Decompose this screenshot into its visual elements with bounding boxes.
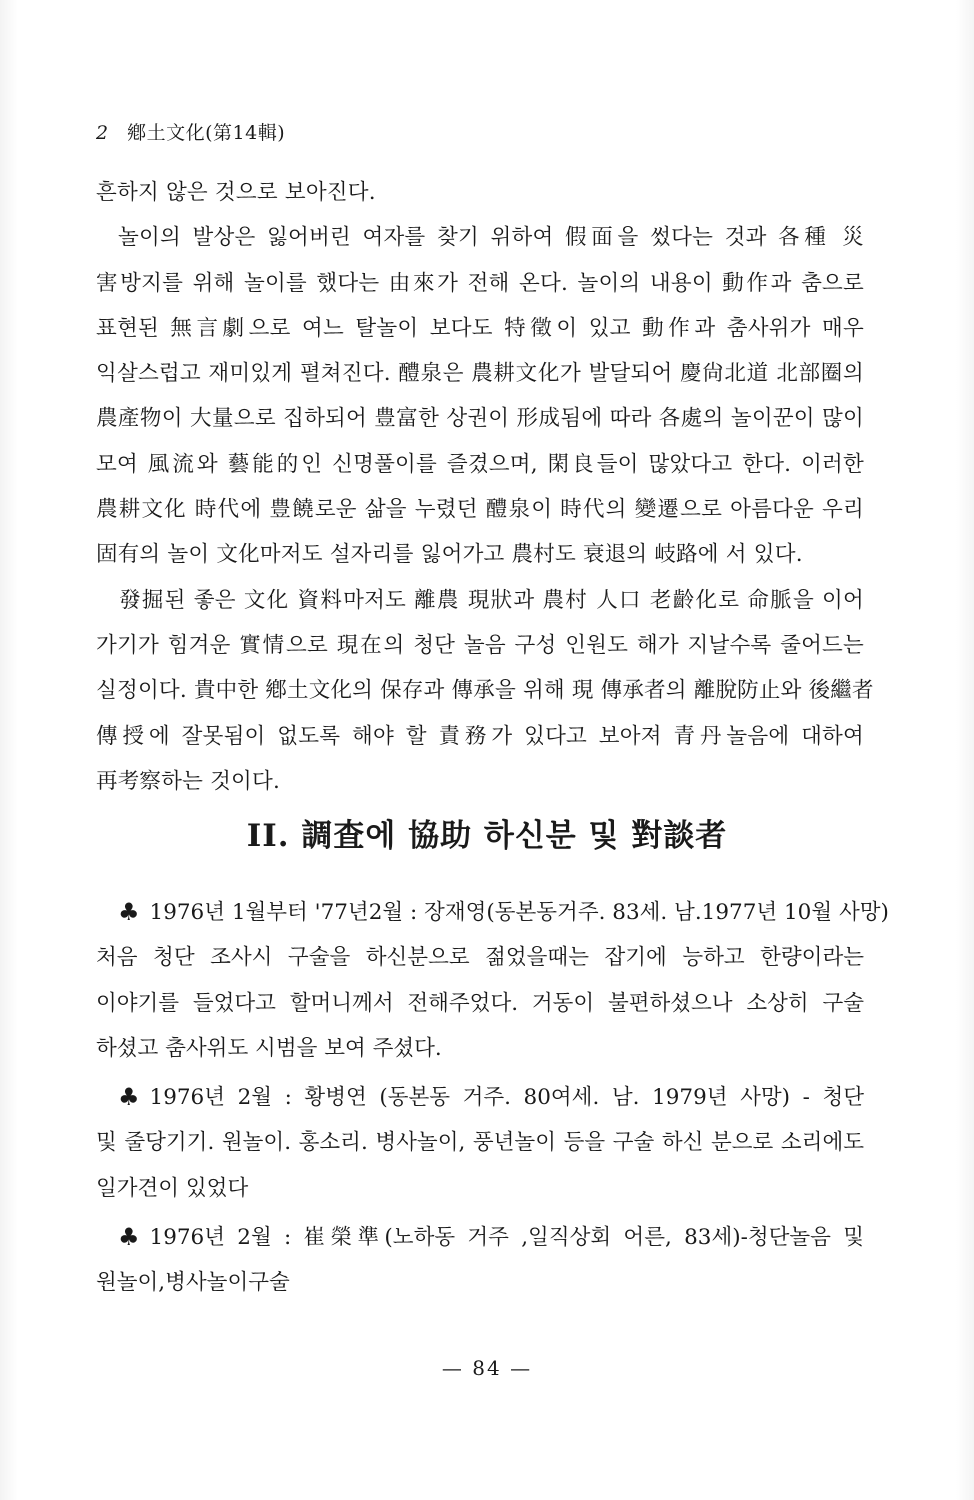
- entry-line: 및 줄당기기. 원놀이. 홍소리. 병사놀이, 풍년놀이 등을 구술 하신 분으로 소리에도: [96, 1130, 864, 1156]
- entry-line: 원놀이,병사놀이구술: [96, 1270, 290, 1296]
- club-icon: ♣: [118, 1223, 140, 1252]
- entry-line: [96, 890, 889, 935]
- body-text: [96, 170, 874, 804]
- paragraph-line: 農產物이 大量으로 집하되어 豊富한 상권이 形成됨에 따라 各處의 놀이꾼이 많이: [96, 406, 864, 432]
- section-heading: II. 調査에 協助 하신분 및 對談者: [246, 818, 728, 854]
- entry-line: [96, 1215, 864, 1260]
- paragraph-line: [96, 578, 864, 623]
- page-folio: — 84 —: [441, 1356, 533, 1380]
- paragraph-line: 害방지를 위해 놀이를 했다는 由來가 전해 온다. 놀이의 내용이 動作과 춤으로: [96, 270, 864, 296]
- paragraph-line: 再考察하는 것이다.: [96, 768, 281, 794]
- entry-line: 처음 청단 조사시 구술을 하신분으로 젊었을때는 잡기에 능하고 한량이라는: [96, 945, 864, 971]
- paragraph-line: 固有의 놀이 文化마저도 설자리를 잃어가고 農村도 衰退의 岐路에 서 있다.: [96, 542, 803, 568]
- paragraph-line: 가기가 힘겨운 實情으로 現在의 청단 놀음 구성 인원도 해가 지날수록 줄어드는: [96, 632, 864, 658]
- running-head: [96, 118, 285, 145]
- paragraph-line: 農耕文化 時代에 豊饒로운 삶을 누렸던 醴泉이 時代의 變遷으로 아름다운 우리: [96, 497, 864, 523]
- club-icon: ♣: [118, 898, 140, 926]
- paragraph-line-text: 發掘된 좋은 文化 資料마저도 離農 現狀과 農村 人口 老齡化로 命脈을 이어: [118, 587, 864, 613]
- entry-line: [96, 1075, 864, 1120]
- entry-line-text: 1976년 1월부터 '77년2월 : 장재영(동본동거주. 83세. 남.1977년 10월 사망): [149, 900, 889, 925]
- running-head-page-number: 2: [96, 122, 109, 144]
- paragraph-line: 실정이다. 貴中한 鄕土文化의 保存과 傳承을 위해 現 傳承者의 離脫防止와 後繼者: [96, 678, 874, 704]
- entry-line: 하셨고 춤사위도 시범을 보여 주셨다.: [96, 1035, 442, 1061]
- entry-line: 일가견이 있었다: [96, 1175, 249, 1201]
- paragraph-line: 傳授에 잘못됨이 없도록 해야 할 責務가 있다고 보아져 青丹놀음에 대하여: [96, 723, 864, 749]
- paragraph-line-text: 놀이의 발상은 잃어버린 여자를 찾기 위하여 假面을 썼다는 것과 各種 災: [118, 225, 864, 251]
- entry-line-text: 1976년 2월 : 崔榮準(노하동 거주 ,일직상회 어른, 83세)-청단놀음 및: [149, 1225, 864, 1251]
- running-head-title: 鄕土文化(第14輯): [127, 122, 286, 144]
- paragraph-line: 흔하지 않은 것으로 보아진다.: [96, 180, 376, 205]
- paragraph-line: 익살스럽고 재미있게 펼쳐진다. 醴泉은 農耕文化가 발달되어 慶尙北道 北部圈의: [96, 361, 864, 387]
- entry-line: 이야기를 들었다고 할머니께서 전해주었다. 거동이 불편하셨으나 소상히 구술: [96, 990, 864, 1016]
- paragraph-line: 표현된 無言劇으로 여느 탈놀이 보다도 特徵이 있고 動作과 춤사위가 매우: [96, 315, 864, 341]
- club-icon: ♣: [118, 1083, 140, 1112]
- paragraph-line: [96, 215, 864, 260]
- entry-line-text: 1976년 2월 : 황병연 (동본동 거주. 80여세. 남. 1979년 사망) - 청단: [149, 1085, 864, 1111]
- informant-entries: [96, 890, 889, 1306]
- paragraph-line: 모여 風流와 藝能的인 신명풀이를 즐겼으며, 閑良들이 많았다고 한다. 이러한: [96, 451, 864, 477]
